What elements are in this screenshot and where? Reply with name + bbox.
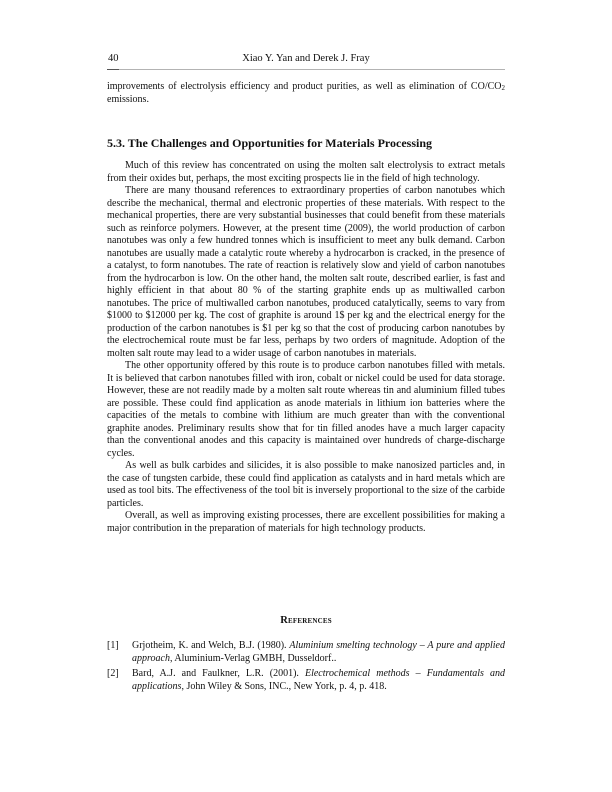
- continued-text: improvements of electrolysis efficiency and product purities, as well as elimination of CO/CO: [107, 81, 502, 92]
- header-rule-accent: [107, 69, 119, 70]
- header-rule: [107, 69, 505, 70]
- section-heading: 5.3. The Challenges and Opportunities for Materials Processing: [107, 136, 433, 150]
- continued-paragraph: [107, 81, 505, 106]
- paragraph: There are many thousand references to extraordinary properties of carbon nanotubes which describe the mechanical, thermal and electronic properties of these materials. With respect to the mechanical properties, there are very substantial businesses that could benefit from these materials such as reinforce polymers. However, at the present time (2009), the world production of carbon nanotubes was only a few hundred tonnes which is insufficient to meet any bulk demand. Carbon nanotubes are usually made a catalytic route whereby a hydrocarbon is cracked, in the presence of a catalyst, to form nanotubes. The rate of reaction is relatively slow and yield of carbon nanotubes from the hydrocarbon is low. On the other hand, the molten salt route, described earlier, is fast and highly efficient in that about 80 % of the starting graphite ends up as multiwalled carbon nanotubes. The price of multiwalled carbon nanotubes, produced catalytically, seems to vary from $1000 to $12000 per kg. The cost of graphite is around 1$ per kg and the electrical energy for the production of the carbon nanotubes is $1 per kg so that the cost of producing carbon nanotubes by the electrochemical route must be far less, perhaps by two orders of magnitude. Adoption of the molten salt route may lead to a wider usage of carbon nanotubes in materials.: [107, 185, 505, 359]
- reference-authors: Grjotheim, K. and Welch, B.J. (1980).: [132, 640, 290, 651]
- continued-text-end: emissions.: [107, 93, 149, 105]
- running-head-authors: Xiao Y. Yan and Derek J. Fray: [242, 53, 370, 64]
- reference-text: [132, 668, 505, 693]
- reference-publisher: , Aluminium-Verlag GMBH, Dusseldorf..: [169, 652, 337, 664]
- page-number: 40: [108, 53, 119, 64]
- running-head: [107, 53, 505, 67]
- reference-text: [132, 640, 505, 665]
- reference-publisher: , John Wiley & Sons, INC., New York, p. 4, p. 418.: [181, 680, 387, 692]
- paragraph: As well as bulk carbides and silicides, it is also possible to make nanosized particles and, in the case of tungsten carbide, these could find application as catalysts and in hard metals which are used as tool bits. The effectiveness of the tool bit is inversely proportional to the size of the carbide particles.: [107, 460, 505, 509]
- paragraph: The other opportunity offered by this route is to produce carbon nanotubes filled with metals. It is believed that carbon nanotubes filled with iron, cobalt or nickel could be used for data storage. However, these are not readily made by a molten salt route whereas tin and aluminium filled tubes are possible. These could find application as anode materials in lithium ion batteries where the capacities of the metals to combine with lithium are much greater than with the conventional graphite anodes. Preliminary results show that for tin filled anodes have a much larger capacity than the conventional anodes and this capacity is maintained over hundreds of charge-discharge cycles.: [107, 360, 505, 459]
- reference-authors: Bard, A.J. and Faulkner, L.R. (2001).: [132, 668, 305, 679]
- references-heading: References: [280, 615, 332, 626]
- reference-number: [2]: [107, 668, 119, 679]
- reference-title: Electrochemical methods – Fundamentals and applications: [132, 668, 505, 692]
- reference-item: [107, 668, 505, 693]
- reference-item: [107, 640, 505, 665]
- reference-number: [1]: [107, 640, 119, 651]
- reference-list: [107, 640, 505, 696]
- reference-title: Aluminium smelting technology – A pure and applied approach: [132, 640, 505, 664]
- subscript: 2: [501, 84, 505, 92]
- paragraph: Much of this review has concentrated on using the molten salt electrolysis to extract metals from their oxides but, perhaps, the most exciting prospects lie in the field of high technology.: [107, 160, 505, 184]
- paragraph: Overall, as well as improving existing processes, there are excellent possibilities for making a major contribution in the preparation of materials for high technology products.: [107, 510, 505, 534]
- section-body: [107, 160, 505, 535]
